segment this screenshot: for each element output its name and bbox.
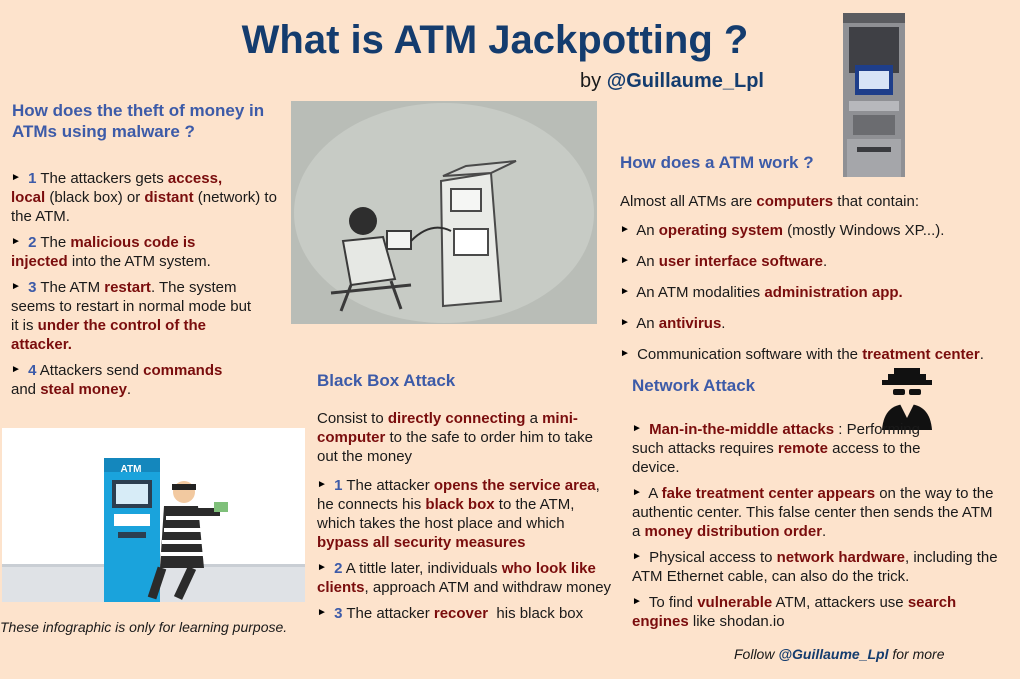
blackbox-section [317, 409, 617, 629]
list-item: ► To find vulnerable ATM, attackers use search engines like shodan.io [632, 594, 957, 630]
list-item: ► A fake treatment center appears on the way to the authentic center. This false center then sends the ATM a money distribution order. [632, 485, 994, 540]
theft-steps-list [11, 168, 291, 405]
bullet-triangle-icon: ► [632, 487, 642, 498]
bullet-triangle-icon: ► [317, 607, 327, 618]
hacker-sketch-image [291, 101, 597, 324]
list-item: ► An user interface software. [620, 253, 828, 270]
list-item: ► 2 A tittle later, individuals who look like clients, approach ATM and withdraw money [317, 560, 612, 596]
bullet-triangle-icon: ► [632, 423, 642, 434]
list-item: ► Man-in-the-middle attacks : Performing such attacks requires remote access to the device. [632, 421, 921, 476]
bullet-triangle-icon: ► [317, 479, 327, 490]
bullet-triangle-icon: ► [11, 281, 21, 292]
bullet-triangle-icon: ► [620, 317, 630, 328]
atm-work-heading: How does a ATM work ? [620, 153, 814, 172]
blackbox-intro: Consist to directly connecting a mini-computer to the safe to order him to take out the money [317, 410, 593, 465]
disclaimer-text: These infographic is only for learning purpose. [0, 619, 288, 635]
bullet-triangle-icon: ► [632, 596, 642, 607]
bullet-triangle-icon: ► [11, 364, 21, 375]
list-item: ► Communication software with the treatment center. [620, 346, 984, 363]
robber-atm-illustration [2, 428, 305, 602]
bullet-triangle-icon: ► [317, 562, 327, 573]
atm-machine-image [843, 13, 905, 177]
byline-prefix: by [580, 70, 602, 92]
network-section [632, 419, 1017, 637]
list-item: ► 3 The attacker recover his black box [317, 605, 584, 622]
list-item: ► An operating system (mostly Windows XP...). [620, 222, 945, 239]
list-item: ► An antivirus. [620, 315, 726, 332]
bullet-triangle-icon: ► [632, 551, 642, 562]
bullet-triangle-icon: ► [620, 224, 630, 235]
atm-label: ATM [120, 464, 142, 475]
bullet-triangle-icon: ► [620, 255, 630, 266]
bullet-triangle-icon: ► [620, 348, 630, 359]
bullet-triangle-icon: ► [11, 236, 21, 247]
list-item: ► 1 The attacker opens the service area, he connects his black box to the ATM, which takes the host place and which bypass all security measures [317, 477, 600, 551]
list-item: ► 4 Attackers send commands and steal money. [11, 362, 223, 398]
page-title: What is ATM Jackpotting ? [241, 18, 749, 62]
list-item: ► 3 The ATM restart. The system seems to restart in normal mode but it is under the control of the attacker. [11, 279, 252, 353]
blackbox-heading: Black Box Attack [317, 371, 456, 390]
network-heading: Network Attack [632, 376, 756, 395]
author-handle[interactable]: @Guillaume_Lpl [606, 70, 764, 92]
bullet-triangle-icon: ► [620, 286, 630, 297]
left-heading: How does the theft of money in ATMs using malware ? [12, 101, 265, 141]
list-item: ► Physical access to network hardware, including the ATM Ethernet cable, can also do the trick. [632, 549, 998, 585]
list-item: ► An ATM modalities administration app. [620, 284, 903, 301]
list-item: ► 1 The attackers gets access, local (black box) or distant (network) to the ATM. [11, 170, 277, 225]
follow-footer: Follow @Guillaume_Lpl for more [734, 646, 945, 662]
atm-work-intro: Almost all ATMs are computers that contain: [620, 193, 920, 210]
bullet-triangle-icon: ► [11, 172, 21, 183]
byline [580, 70, 764, 93]
list-item: ► 2 The malicious code is injected into the ATM system. [11, 234, 211, 270]
atm-work-section [620, 192, 1015, 364]
footer-author-handle[interactable]: @Guillaume_Lpl [778, 646, 889, 662]
